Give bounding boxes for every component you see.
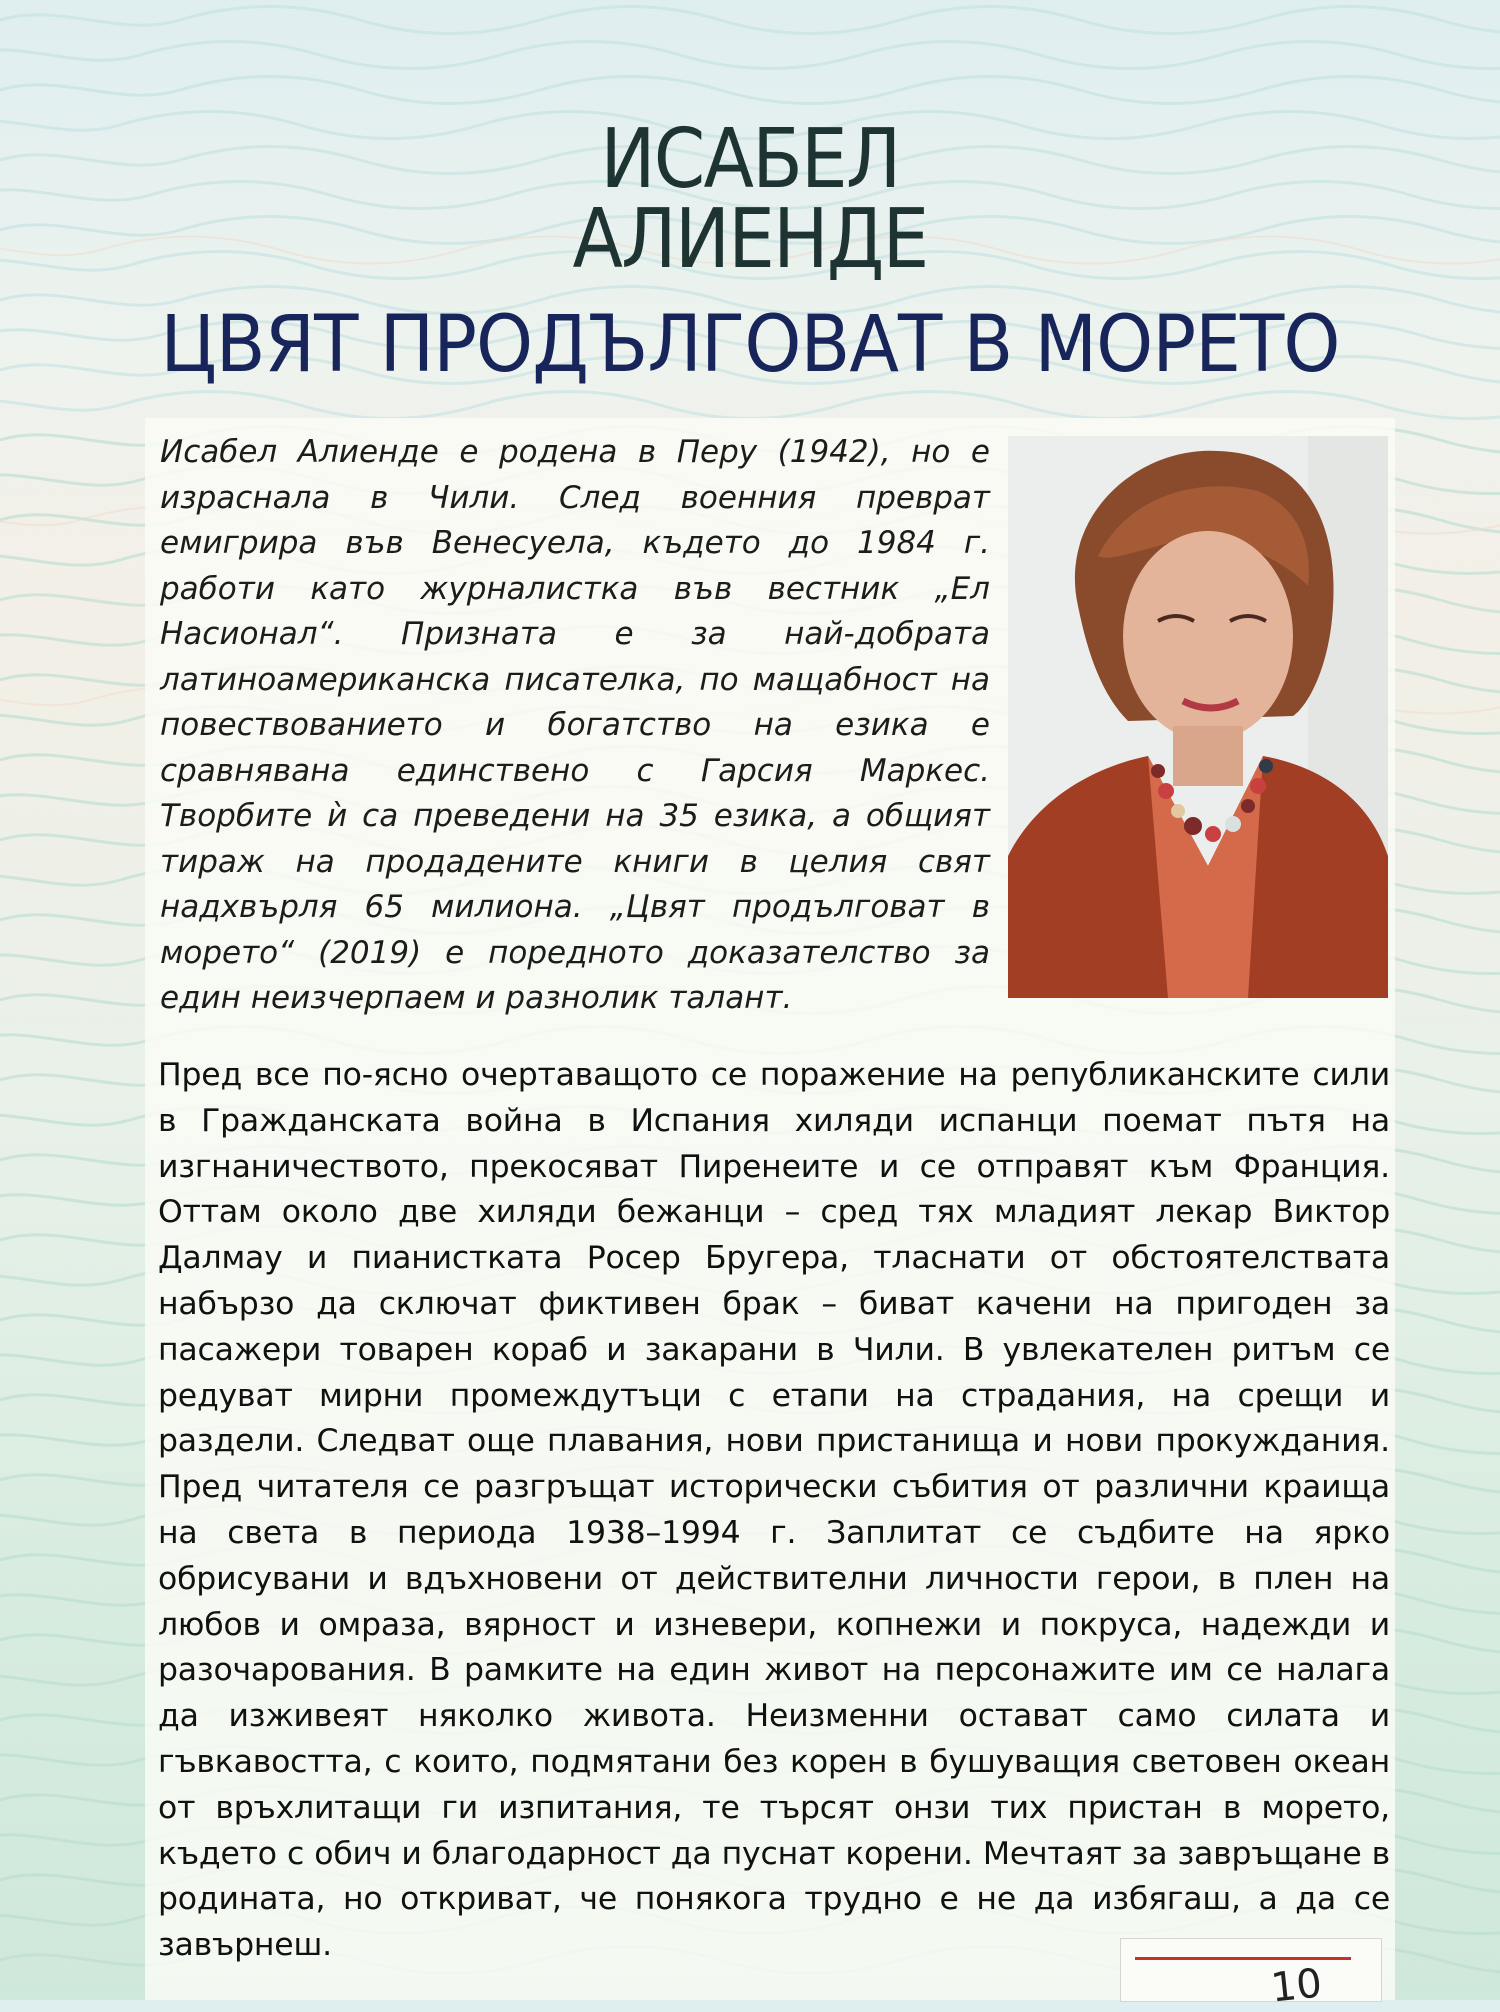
price-value: 10 [1268, 1960, 1325, 2012]
author-last-name: АЛИЕНДЕ [572, 192, 928, 287]
price-sticker [1120, 1938, 1382, 2012]
book-title: ЦВЯТ ПРОДЪЛГОВАТ В МОРЕТО [160, 300, 1340, 390]
book-synopsis: Пред все по-ясно очертаващото се поражение на републиканските сили в Гражданската война в Испания хиляди испанци поемат пътя на изгнаничеството, прекосяват Пиренеите и се отправят към Франция. Оттам около две хиляди бежанци – сред тях младият лекар Виктор Далмау и пианистката Росер Бругера, тласнати от обстоятелствата набързо да сключат фиктивен брак – биват качени на пригоден за пасажери товарен кораб и закарани в Чили. В увлекателен ритъм се редуват мирни промеждутъци с етапи на страдания, на срещи и раздели. Следват още плавания, нови пристанища и нови прокуждания. Пред читателя се разгръщат исторически събития от различни краища на света в периода 1938–1994 г. Заплитат се съдбите на ярко обрисувани и вдъхновени от действителни личности герои, в плен на любов и омраза, вярност и изневери, копнежи и покруса, надежди и разочарования. В рамките на един живот на персонажите им се налага да изживеят няколко живота. Неизменни остават само силата и гъвкавостта, с които, подмятани без корен в бушуващия световен океан от връхлитащи ги изпитания, те търсят онзи тих пристан в морето, където с обич и благодарност да пуснат корени. Мечтаят за завръщане в родината, но откриват, че понякога трудно е не да избягаш, а да се завърнеш. [158, 1057, 1390, 1964]
author-photo [1008, 436, 1388, 998]
author-bio: Исабел Алиенде е родена в Перу (1942), но е израснала в Чили. След военния преврат емигрира във Венесуела, където до 1984 г. работи като журналистка във вестник „Ел Насионал“. Призната е за най-добрата латиноамериканска писателка, по мащабност на повествованието и богатство на езика е сравнявана единствено с Гарсия Маркес. Творбите ѝ са преведени на 35 езика, а общият тираж на продадените книги в целия свят надхвърля 65 милиона. „Цвят продълговат в морето“ (2019) е поредното доказателство за един неизчерпаем и разнолик талант. [160, 434, 990, 1016]
author-name [75, 112, 1425, 287]
author-first-name: ИСАБЕЛ [600, 112, 900, 207]
